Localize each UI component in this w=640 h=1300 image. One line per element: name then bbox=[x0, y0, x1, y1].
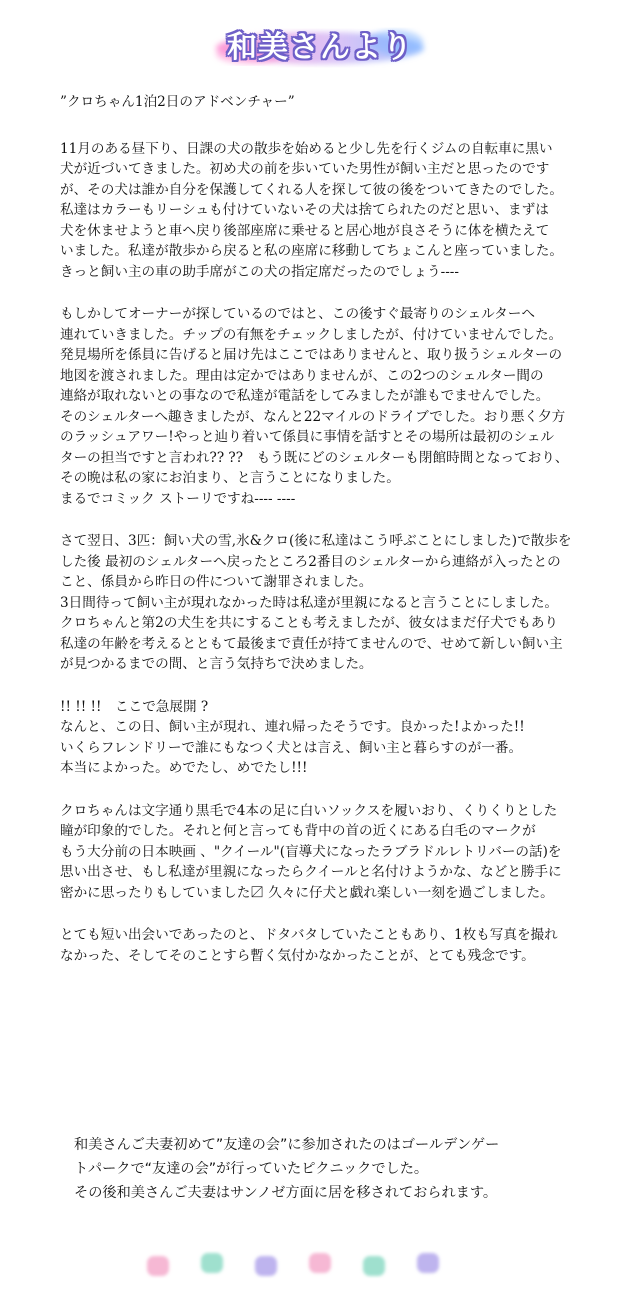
text-line: 私達の年齢を考えるとともて最後まで責任が持てませんので、せめて新しい飼い主 bbox=[60, 635, 563, 652]
text-line: 瞳が印象的でした。それと何と言っても背中の首の近くにある白毛のマークが bbox=[60, 823, 536, 839]
text-line: もう大分前の日本映画 、"クイール"(盲導犬になったラブラドルレトリバーの話)を bbox=[60, 843, 562, 860]
text-line: もしかしてオーナーが探しているのではと、この後すぐ最寄りのシェルターへ bbox=[60, 306, 535, 322]
note-line: その後和美さんご夫妻はサンノゼ方面に居を移されておられます。 bbox=[74, 1185, 498, 1201]
text-line: なんと、この日、飼い主が現れ、連れ帰ったそうです。良かった!よかった!! bbox=[60, 719, 525, 735]
story-paragraph bbox=[60, 925, 600, 966]
text-line: 思い出させ、もし私達が里親になったらクイールと名付けようかな、などと勝手に bbox=[60, 864, 562, 880]
header-banner bbox=[210, 18, 430, 70]
decor-dot bbox=[417, 1253, 439, 1273]
text-line: が、その犬は誰か自分を保護してくれる人を探して彼の後をついてきたのでした。 bbox=[60, 181, 563, 198]
story-paragraph bbox=[60, 304, 600, 509]
footer-decoration bbox=[140, 1245, 460, 1285]
story-paragraph bbox=[60, 531, 600, 675]
decor-dot bbox=[309, 1253, 331, 1273]
story-paragraph bbox=[60, 139, 600, 283]
text-line: 私達はカラーもリーシュも付けていないその犬は捨てられたのだと思い、まずは bbox=[60, 202, 549, 218]
text-line: 連絡が取れないとの事なので私達が電話をしてみましたが誰もでませんでした。 bbox=[60, 388, 550, 404]
text-line: その晩は私の家にお泊まり、と言うことになりました。 bbox=[60, 470, 400, 486]
text-line: クロちゃんと第2の犬生を共にすることも考えましたが、彼女はまだ仔犬でもあり bbox=[60, 615, 559, 631]
page-title: 和美さんより bbox=[227, 30, 413, 65]
text-line: 犬が近づいてきました。初め犬の前を歩いていた男性が飼い主だと思ったのです bbox=[60, 161, 550, 177]
text-line: が見つかるまでの間、と言う気持ちで決めました。 bbox=[60, 656, 373, 672]
text-line: 3日間待って飼い主が現れなかった時は私達が里親になると言うことにしました。 bbox=[60, 594, 559, 611]
story-paragraph bbox=[60, 801, 600, 904]
decor-dot bbox=[147, 1256, 169, 1276]
text-line: いました。私達が散歩から戻ると私の座席に移動してちょこんと座っていました。 bbox=[60, 243, 563, 259]
watercolor-dots-decoration bbox=[140, 1245, 460, 1285]
text-line: そのシェルターへ趣きましたが、なんと22マイルのドライブでした。おり悪く夕方 bbox=[60, 408, 566, 425]
text-line: ターの担当ですと言われ?? ?? もう既にどのシェルターも閉館時間となっており、 bbox=[60, 449, 569, 466]
text-line: した後 最初のシェルターへ戻ったところ2番目のシェルターから連絡が入ったとの bbox=[60, 553, 561, 570]
story-paragraph bbox=[60, 697, 600, 779]
text-line: きっと飼い主の車の助手席がこの犬の指定席だったのでしょう---- bbox=[60, 263, 459, 280]
text-line: のラッシュアワー!やっと辿り着いて係員に事情を話すとその場所は最初のシェル bbox=[60, 429, 555, 445]
text-line: 犬を休ませようと車へ戻り後部座席に乗せると居心地が良さそうに体を横たえて bbox=[60, 222, 550, 239]
text-line: 本当によかった。めでたし、めでたし!!! bbox=[60, 760, 308, 776]
decor-dot bbox=[201, 1253, 223, 1273]
editor-note bbox=[74, 1133, 594, 1205]
text-line: とても短い出会いであったのと、ドタバタしていたこともあり、1枚も写真を撮れ bbox=[60, 927, 558, 943]
text-line: 連れていきました。チップの有無をチェックしましたが、付けていませんでした。 bbox=[60, 326, 563, 343]
text-line: 発見場所を係員に告げると届け先はここではありませんと、取り扱うシェルターの bbox=[60, 347, 563, 363]
note-line: 和美さんご夫妻初めて”友達の会”に参加されたのはゴールデンゲー bbox=[74, 1137, 500, 1153]
text-line: 密かに思ったりもしていました〼 久々に仔犬と戯れ楽しい一刻を過ごしました。 bbox=[60, 884, 554, 901]
note-line: トパークで“友達の会”が行っていたピクニックでした。 bbox=[74, 1161, 429, 1177]
text-line: まるでコミック ストーリですね---- ---- bbox=[60, 490, 296, 507]
text-line: さて翌日、3匹：飼い犬の雪,氷&クロ(後に私達はこう呼ぶことにしました)で散歩を bbox=[60, 533, 572, 549]
story-section bbox=[60, 92, 600, 988]
story-title: ”クロちゃん1泊2日のアドベンチャー” bbox=[60, 94, 295, 110]
text-line: こと、係員から昨日の件について謝罪されました。 bbox=[60, 574, 373, 590]
text-line: 11月のある昼下り、日課の犬の散歩を始めると少し先を行くジムの自転車に黒い bbox=[60, 140, 553, 157]
decor-dot bbox=[255, 1256, 277, 1276]
text-line: 地図を渡されました。理由は定かではありませんが、この2つのシェルター間の bbox=[60, 367, 544, 384]
text-line: なかった、そしてそのことすら暫く気付かなかったことが、とても残念です。 bbox=[60, 947, 535, 964]
text-line: !! !! !! ここで急展開 ? bbox=[60, 698, 209, 715]
text-line: いくらフレンドリーで誰にもなつく犬とは言え、飼い主と暮らすのが一番。 bbox=[60, 739, 523, 756]
decor-dot bbox=[363, 1256, 385, 1276]
text-line: クロちゃんは文字通り黒毛で4本の足に白いソックスを履いおり、くりくりとした bbox=[60, 802, 558, 819]
